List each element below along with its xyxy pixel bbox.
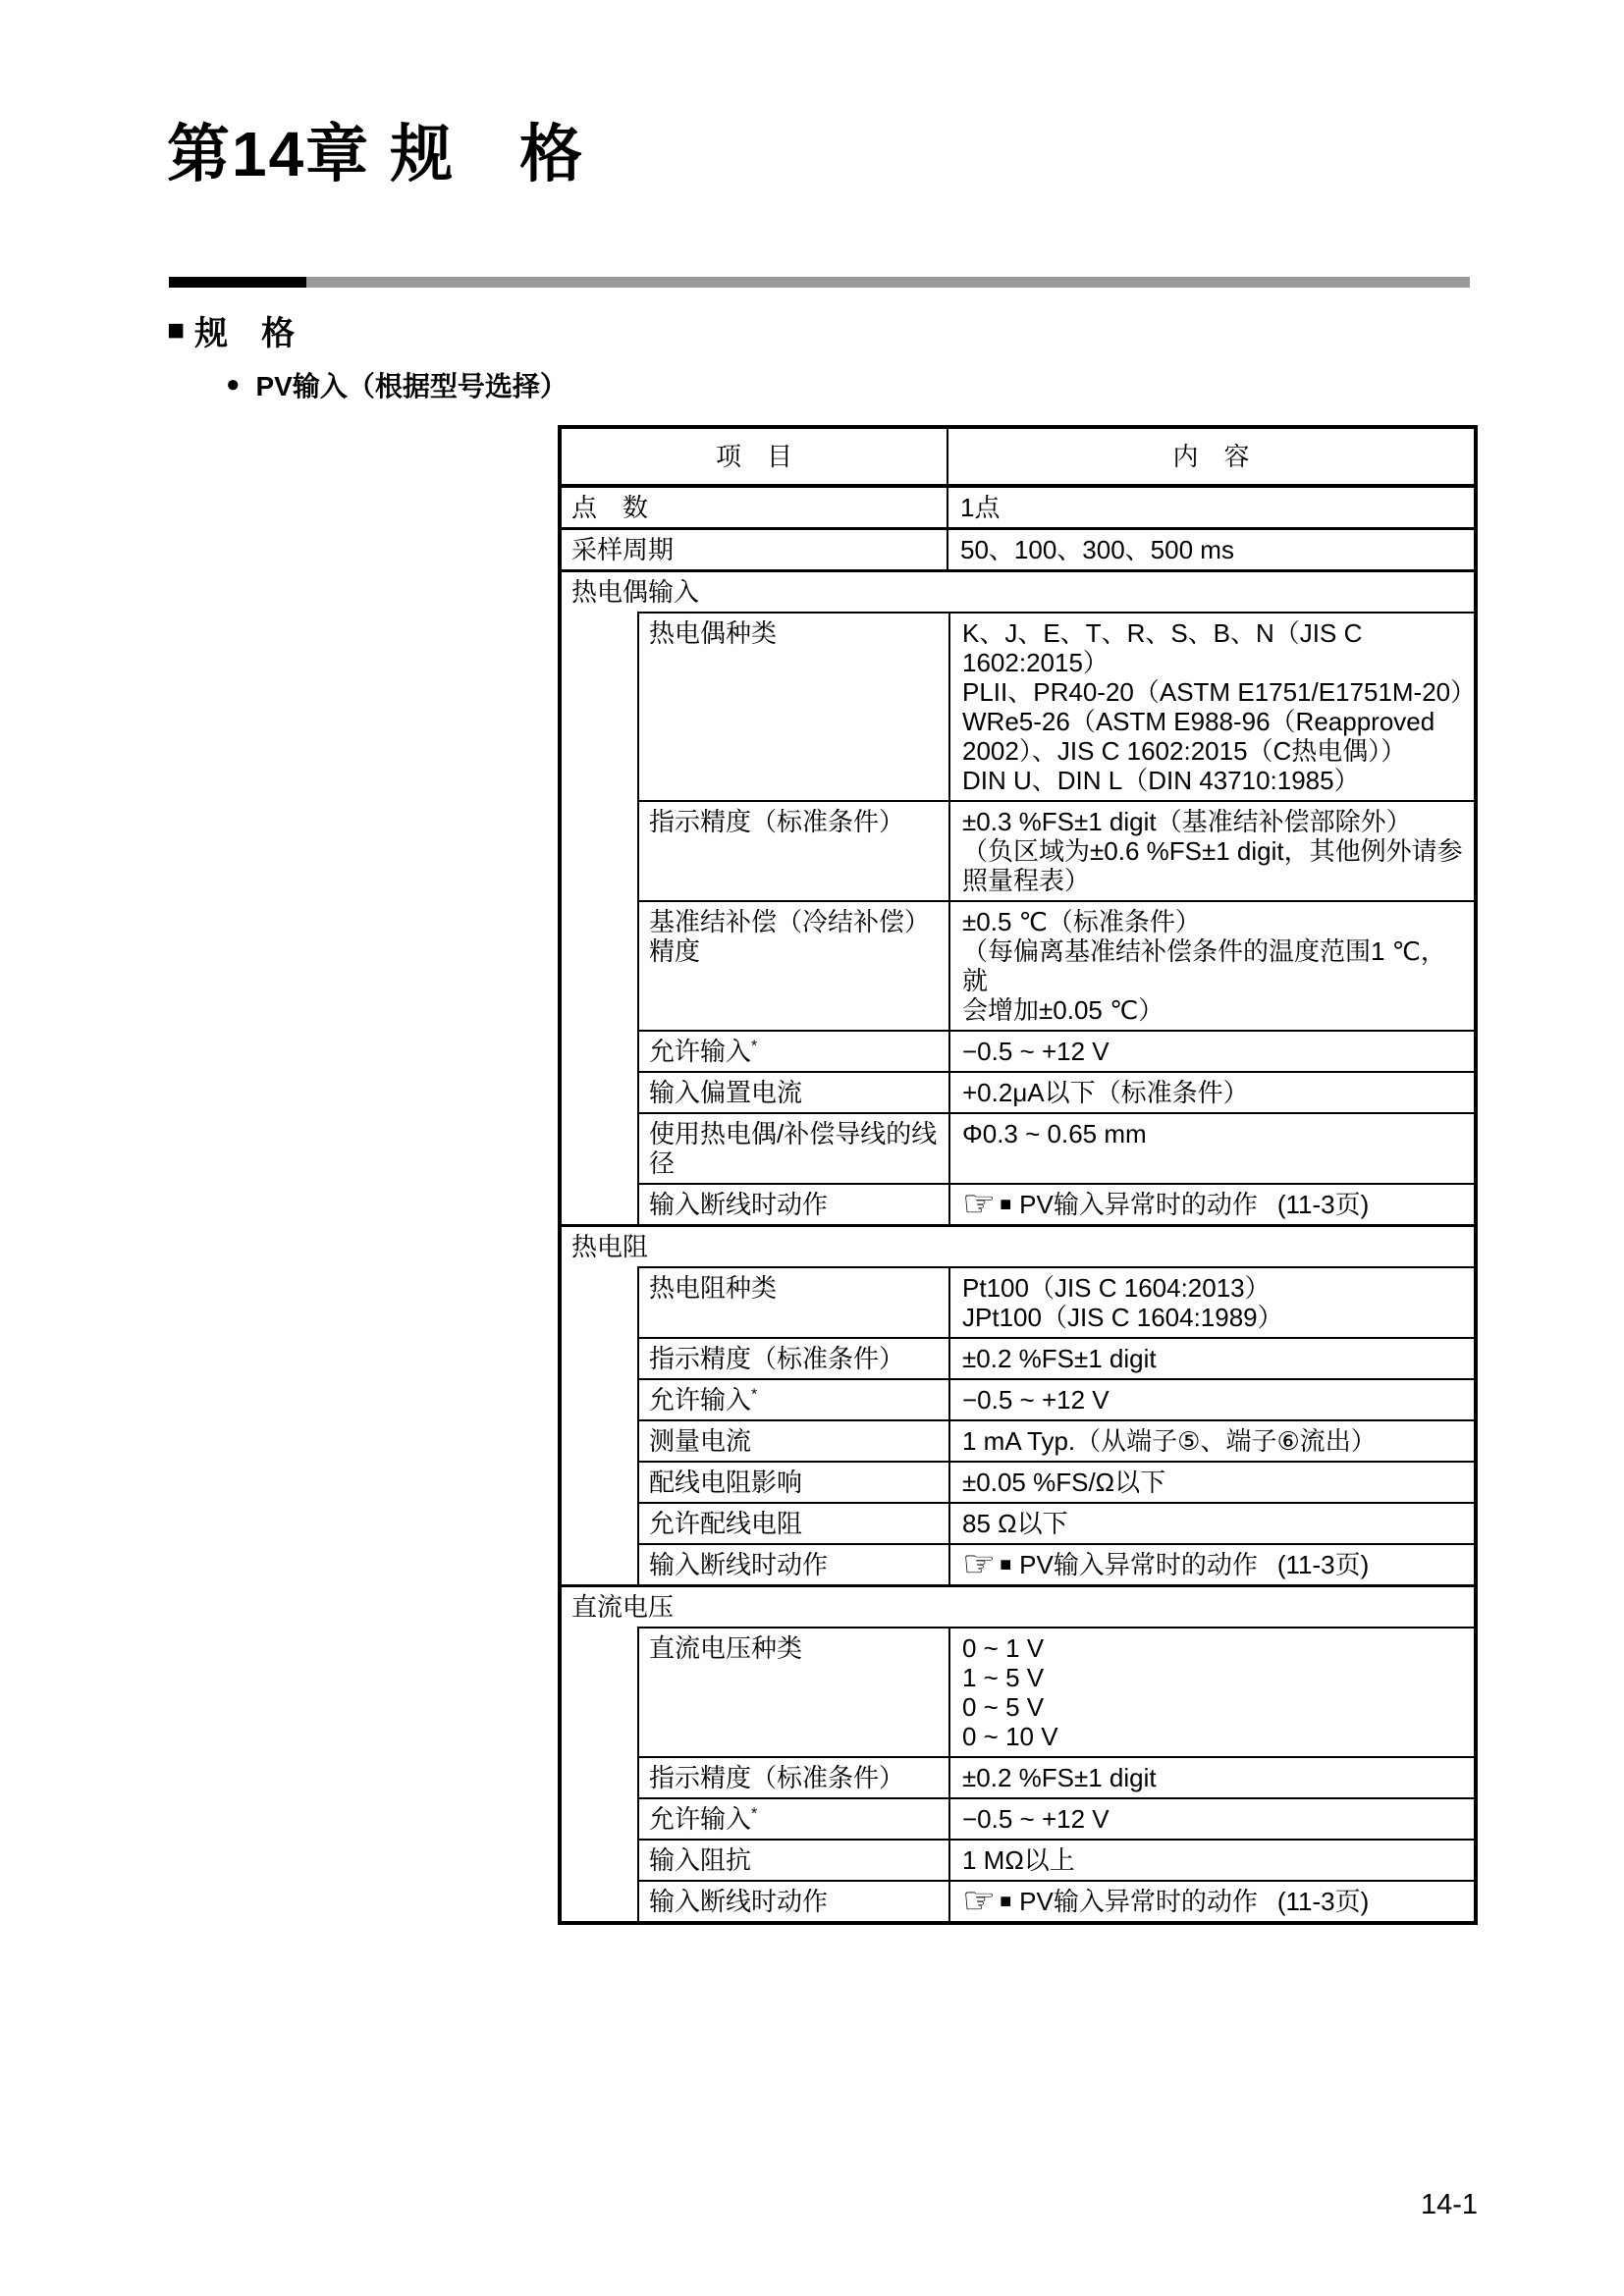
dc-voltage-section <box>562 1584 1474 1921</box>
table-row-sampling <box>562 527 1474 569</box>
reference-text: PV输入异常时的动作 <box>1019 1550 1258 1579</box>
section-label: 热电阻 <box>571 1232 649 1261</box>
row-value <box>950 802 1474 900</box>
table-row-rtd-accuracy <box>639 1337 1474 1378</box>
table-row-dc-input-impedance <box>639 1839 1474 1880</box>
row-label-text: 允许输入 <box>649 1385 752 1415</box>
table-row-rtd-type <box>639 1268 1474 1337</box>
spec-table <box>558 425 1478 1925</box>
row-label: 输入断线时动作 <box>639 1882 950 1921</box>
value-line: Pt100（JIS C 1604:2013） <box>962 1273 1271 1303</box>
table-row-dc-allowable-input <box>639 1797 1474 1839</box>
footnote-marker: * <box>751 1038 758 1055</box>
thermocouple-section <box>562 569 1477 1225</box>
table-row-points <box>562 488 1474 527</box>
row-value <box>950 1882 1474 1921</box>
table-row-tc-wire-diameter <box>639 1112 1474 1183</box>
row-label-text: 允许输入 <box>649 1037 752 1066</box>
value-line: 0 ~ 1 V <box>962 1633 1045 1663</box>
row-label: 输入断线时动作 <box>639 1545 950 1584</box>
row-value: 50、100、300、500 ms <box>960 535 1234 564</box>
section-heading <box>167 306 295 354</box>
table-header-row <box>562 429 1474 488</box>
row-label: 测量电流 <box>639 1421 950 1461</box>
value-line: JPt100（JIS C 1604:1989） <box>962 1303 1283 1332</box>
row-label <box>639 1380 950 1419</box>
row-value: ±0.2 %FS±1 digit <box>962 1344 1157 1373</box>
row-value: Φ0.3 ~ 0.65 mm <box>962 1119 1147 1148</box>
value-line: 0 ~ 10 V <box>962 1722 1058 1751</box>
row-value: ±0.2 %FS±1 digit <box>962 1763 1157 1792</box>
pointing-hand-icon: ☞ <box>962 1544 997 1585</box>
reference-page: (11-3页) <box>1276 1550 1370 1579</box>
row-label: 输入断线时动作 <box>639 1185 950 1224</box>
table-row-dc-burnout <box>639 1880 1474 1921</box>
value-line: 1 ~ 5 V <box>962 1663 1045 1692</box>
table-row-tc-type <box>639 614 1477 800</box>
row-value: −0.5 ~ +12 V <box>962 1037 1110 1066</box>
table-row-dc-type <box>639 1629 1474 1756</box>
thermocouple-subrows <box>637 612 1477 1225</box>
pv-input-bullet <box>226 365 568 404</box>
row-value: −0.5 ~ +12 V <box>962 1804 1110 1834</box>
section-label: 热电偶输入 <box>571 577 700 607</box>
table-row-rtd-allowable-input <box>639 1378 1474 1419</box>
section-label: 直流电压 <box>571 1592 675 1622</box>
rtd-subrows <box>637 1266 1474 1584</box>
row-label: 点 数 <box>562 488 948 527</box>
chapter-number: 第14章 <box>167 119 371 189</box>
footnote-marker: * <box>751 1805 758 1823</box>
footnote-marker: * <box>751 1386 758 1404</box>
row-label: 热电阻种类 <box>639 1268 950 1337</box>
row-label: 基准结补偿（冷结补偿）精度 <box>639 902 950 1030</box>
chapter-title <box>167 104 584 194</box>
value-line: ±0.3 %FS±1 digit（基准结补偿部除外） <box>962 807 1412 836</box>
row-label: 使用热电偶/补偿导线的线径 <box>639 1114 950 1183</box>
row-value <box>950 1185 1474 1224</box>
reference-square-icon: ■ <box>1000 1891 1012 1912</box>
section-heading-text: 规 格 <box>194 315 296 352</box>
table-row-tc-cjc <box>639 900 1474 1030</box>
value-line: WRe5-26（ASTM E988-96（Reapproved <box>962 707 1435 736</box>
table-row-dc-accuracy <box>639 1756 1474 1797</box>
row-value: 1点 <box>960 493 1001 522</box>
row-label <box>639 1032 950 1071</box>
row-value: −0.5 ~ +12 V <box>962 1385 1110 1415</box>
value-line: 0 ~ 5 V <box>962 1692 1045 1722</box>
reference-square-icon: ■ <box>1000 1194 1012 1215</box>
row-label-text: 允许输入 <box>649 1804 752 1834</box>
pv-input-bullet-text: PV输入（根据型号选择） <box>255 371 568 401</box>
reference-page: (11-3页) <box>1276 1190 1370 1219</box>
row-value: 1 mA Typ.（从端子⑤、端子⑥流出） <box>962 1426 1377 1456</box>
value-line: 会增加±0.05 ℃） <box>962 995 1164 1025</box>
row-label: 指示精度（标准条件） <box>639 1758 950 1797</box>
row-label: 允许配线电阻 <box>639 1504 950 1543</box>
row-label: 指示精度（标准条件） <box>639 802 950 900</box>
dc-voltage-subrows <box>637 1627 1474 1921</box>
table-row-rtd-burnout <box>639 1543 1474 1584</box>
table-row-rtd-allowable-wiring-resistance <box>639 1502 1474 1543</box>
row-value <box>950 614 1477 800</box>
table-row-tc-bias-current <box>639 1071 1474 1112</box>
value-line: K、J、E、T、R、S、B、N（JIS C 1602:2015） <box>962 618 1363 677</box>
header-item-cell: 项 目 <box>562 429 948 484</box>
row-label: 热电偶种类 <box>639 614 950 800</box>
row-label: 指示精度（标准条件） <box>639 1339 950 1378</box>
table-row-tc-allowable-input <box>639 1030 1474 1071</box>
header-content-cell: 内 容 <box>1172 442 1250 471</box>
row-value: 1 MΩ以上 <box>962 1845 1075 1875</box>
chapter-title-text: 规 格 <box>390 119 585 189</box>
section-header-row <box>562 1584 1474 1627</box>
value-line: DIN U、DIN L（DIN 43710:1985） <box>962 766 1360 795</box>
row-label: 采样周期 <box>562 530 948 569</box>
section-header-row <box>562 1224 1474 1266</box>
row-label: 输入偏置电流 <box>639 1073 950 1112</box>
page-number: 14-1 <box>1420 2189 1478 2220</box>
row-label: 输入阻抗 <box>639 1841 950 1880</box>
table-row-tc-accuracy <box>639 800 1474 900</box>
reference-text: PV输入异常时的动作 <box>1019 1190 1258 1219</box>
row-value <box>950 1629 1474 1756</box>
divider-rule <box>169 277 1470 288</box>
value-line: （负区域为±0.6 %FS±1 digit，其他例外请参 <box>962 836 1463 866</box>
pointing-hand-icon: ☞ <box>962 1184 997 1225</box>
table-row-rtd-wiring-resistance-effect <box>639 1461 1474 1502</box>
row-value: 85 Ω以下 <box>962 1509 1068 1538</box>
value-line: 2002）、JIS C 1602:2015（C热电偶）） <box>962 736 1407 766</box>
value-line: 照量程表） <box>962 866 1091 895</box>
table-row-rtd-measuring-current <box>639 1419 1474 1461</box>
value-line: PLII、PR40-20（ASTM E1751/E1751M-20） <box>962 677 1477 707</box>
row-label: 配线电阻影响 <box>639 1463 950 1502</box>
row-value <box>950 902 1474 1030</box>
row-value: +0.2μA以下（标准条件） <box>962 1078 1249 1107</box>
rtd-section <box>562 1224 1474 1584</box>
reference-text: PV输入异常时的动作 <box>1019 1887 1258 1916</box>
row-label: 直流电压种类 <box>639 1629 950 1756</box>
black-square-icon: ■ <box>167 313 186 347</box>
value-line: （每偏离基准结补偿条件的温度范围1 ℃，就 <box>962 936 1446 995</box>
row-value: ±0.05 %FS/Ω以下 <box>962 1468 1166 1497</box>
reference-square-icon: ■ <box>1000 1554 1012 1575</box>
row-value <box>950 1268 1474 1337</box>
table-row-tc-burnout <box>639 1183 1474 1224</box>
pointing-hand-icon: ☞ <box>962 1881 997 1922</box>
row-label <box>639 1799 950 1839</box>
row-value <box>950 1545 1474 1584</box>
reference-page: (11-3页) <box>1276 1887 1370 1916</box>
section-header-row <box>562 569 1474 612</box>
bullet-dot-icon: ● <box>226 371 241 398</box>
divider-rule-black-segment <box>169 277 306 288</box>
value-line: ±0.5 ℃（标准条件） <box>962 907 1201 936</box>
